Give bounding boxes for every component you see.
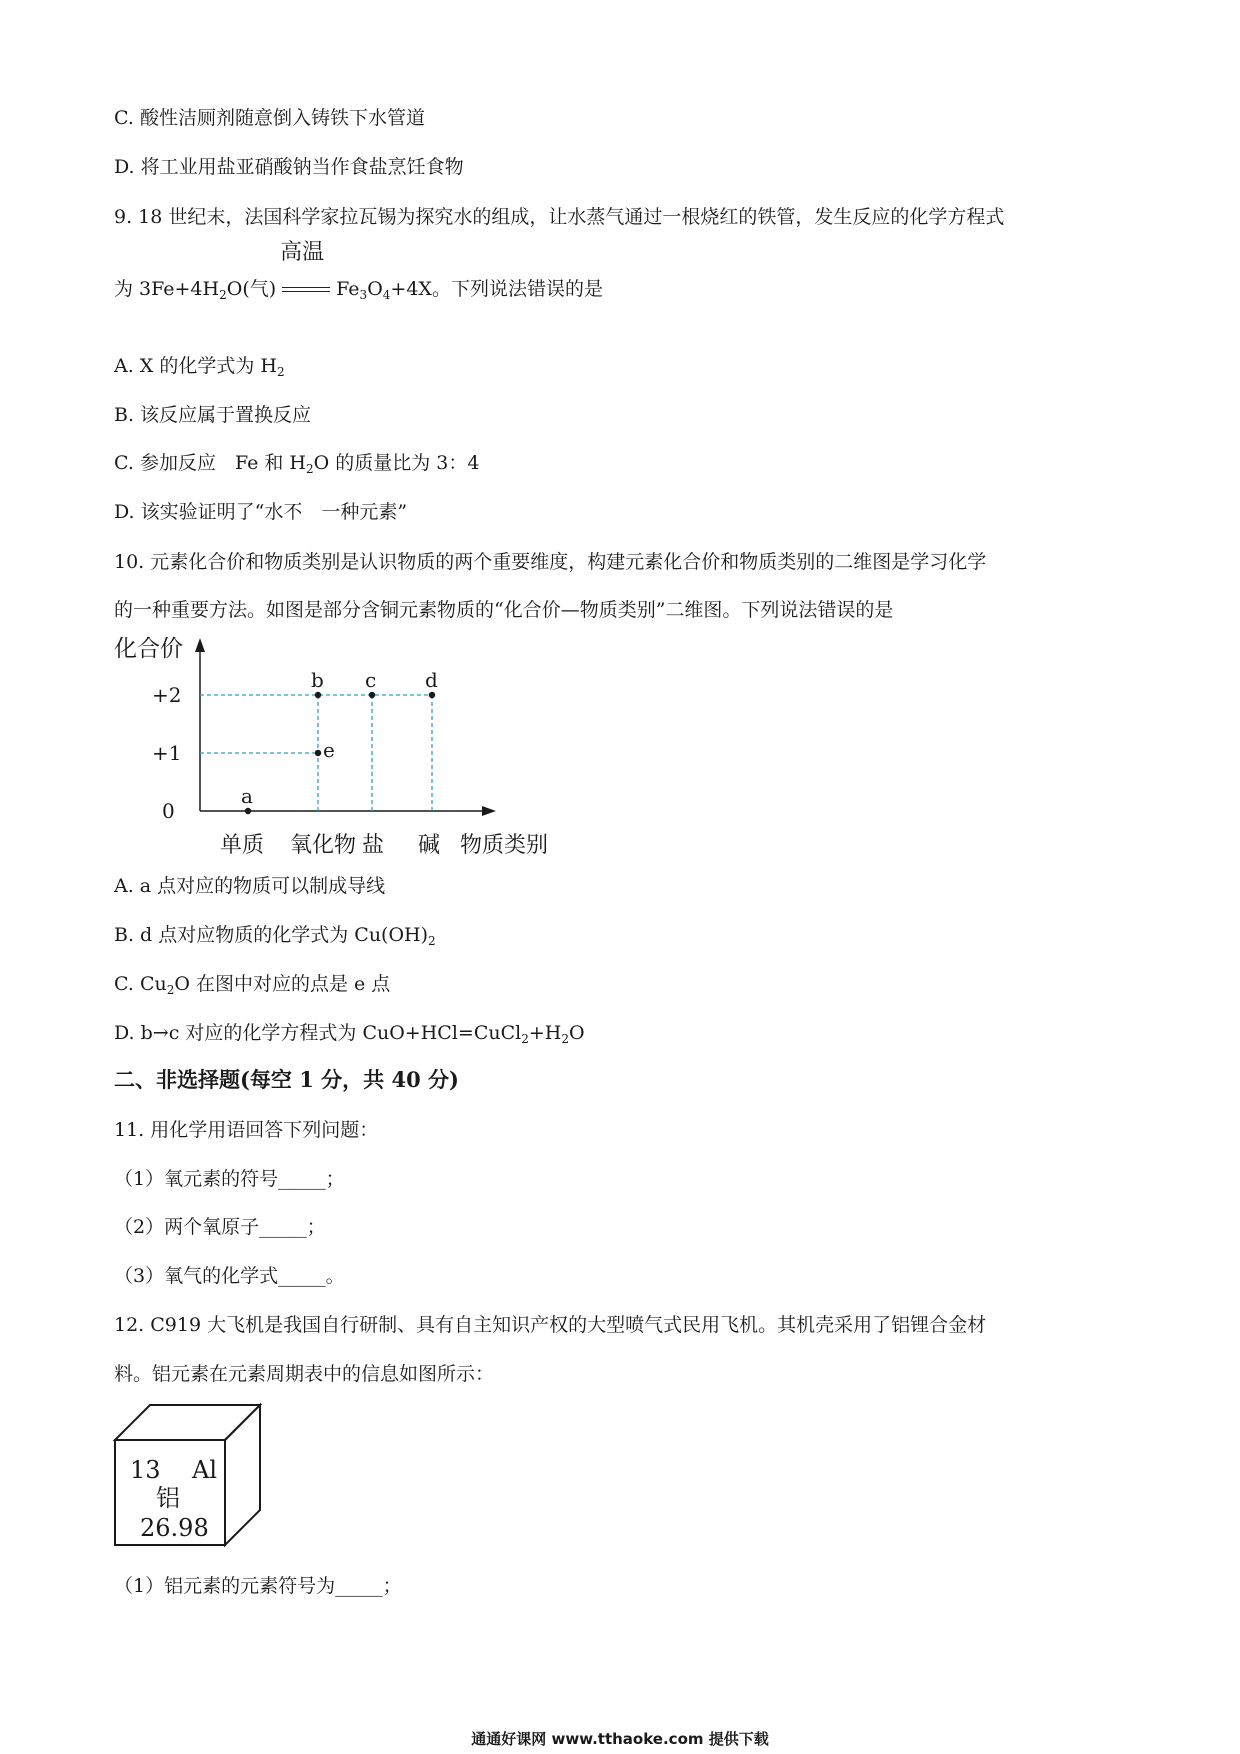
x-category-label: 单质	[220, 833, 265, 858]
q9-option-a: A. X 的化学式为 $H_2$	[114, 355, 285, 379]
y-axis-label: 化合价	[114, 636, 183, 662]
q9-option-b: B. 该反应属于置换反应	[114, 404, 312, 426]
eq-water: O(气)	[226, 278, 277, 300]
q10-option-b: B. d 点对应物质的化学式为 $Cu(OH)_2$	[114, 924, 436, 948]
section-title: 二、非选择题(每空 1 分，共 40 分)	[114, 1067, 459, 1092]
x-category-label: 盐	[362, 833, 385, 858]
eq-product-o: O	[367, 278, 383, 300]
data-point-label-b: b	[311, 668, 324, 692]
atomic-mass: 26.98	[140, 1514, 209, 1542]
q8-option-c: C. 酸性洁厕剂随意倒入铸铁下水管道	[114, 107, 425, 129]
eq-sub: 4	[382, 288, 391, 302]
x-category-label: 碱	[418, 833, 441, 858]
data-point-label-d: d	[425, 668, 438, 692]
data-point-label-e: e	[323, 738, 335, 762]
q11-part1: （1）氧元素的符号_____；	[114, 1168, 345, 1190]
data-point-b	[315, 692, 321, 698]
q10-option-c: C. $Cu_2O$ 在图中对应的点是 e 点	[114, 973, 391, 997]
q10-stem-line1: 10. 元素化合价和物质类别是认识物质的两个重要维度，构建元素化合价和物质类别的二维图是学习化学	[114, 551, 987, 573]
element-symbol: Al	[192, 1456, 218, 1484]
eq-sub: 3	[359, 288, 368, 302]
eq-product-fe: Fe	[336, 278, 360, 300]
data-point-d	[429, 692, 435, 698]
q12-stem-line2: 料。铝元素在元素周期表中的信息如图所示：	[114, 1363, 495, 1385]
eq-condition-arrow	[276, 240, 336, 301]
x-category-label: 氧化物	[290, 833, 357, 858]
eq-reactants: 为 3Fe+4H	[114, 278, 220, 300]
eq-condition: 高温	[280, 240, 325, 265]
element-name: 铝	[156, 1484, 180, 1512]
footer-watermark: 通通好课网 www.tthaoke.com 提供下载	[471, 1730, 769, 1748]
q9-stem-line1: 9. 18 世纪末，法国科学家拉瓦锡为探究水的组成，让水蒸气通过一根烧红的铁管，发生反应的化学方程式	[114, 206, 1005, 228]
q9-equation	[114, 240, 603, 302]
data-point-label-a: a	[241, 784, 253, 808]
q10-option-a: A. a 点对应的物质可以制成导线	[114, 875, 386, 897]
y-tick-label: +1	[152, 741, 182, 765]
periodic-element-card	[110, 1400, 270, 1550]
data-point-c	[369, 692, 375, 698]
q11-stem: 11. 用化学用语回答下列问题：	[114, 1119, 379, 1141]
q9-option-d: D. 该实验证明了“水不 一种元素”	[114, 501, 408, 523]
data-point-a	[245, 808, 251, 814]
q10-option-d: D. b→c 对应的化学方程式为 $CuO+HCl=CuCl_2+H_2O$	[114, 1022, 585, 1046]
y-tick-label: +2	[152, 683, 182, 707]
x-axis-arrow	[482, 806, 496, 816]
q12-part1: （1）铝元素的元素符号为_____；	[114, 1575, 402, 1597]
eq-tail: +4X。下列说法错误的是	[390, 278, 603, 300]
q12-stem-line1: 12. C919 大飞机是我国自行研制、具有自主知识产权的大型喷气式民用飞机。其机壳采用了铝锂合金材	[114, 1314, 987, 1336]
data-point-e	[315, 750, 321, 756]
data-point-label-c: c	[365, 668, 377, 692]
q11-part3: （3）氧气的化学式_____。	[114, 1265, 345, 1287]
q8-option-d: D. 将工业用盐亚硝酸钠当作食盐烹饪食物	[114, 156, 464, 178]
eq-sub: 2	[219, 288, 227, 302]
x-axis-label: 物质类别	[460, 833, 549, 858]
y-axis-arrow	[195, 638, 205, 652]
q11-part2: （2）两个氧原子_____；	[114, 1216, 326, 1238]
q9-option-c: C. 参加反应 Fe 和 $H_2O$ 的质量比为 3：4	[114, 452, 480, 476]
valence-category-chart	[100, 628, 560, 858]
y-tick-label: 0	[162, 799, 175, 823]
q10-stem-line2: 的一种重要方法。如图是部分含铜元素物质的“化合价—物质类别”二维图。下列说法错误的是	[114, 599, 894, 621]
atomic-number: 13	[130, 1456, 161, 1484]
